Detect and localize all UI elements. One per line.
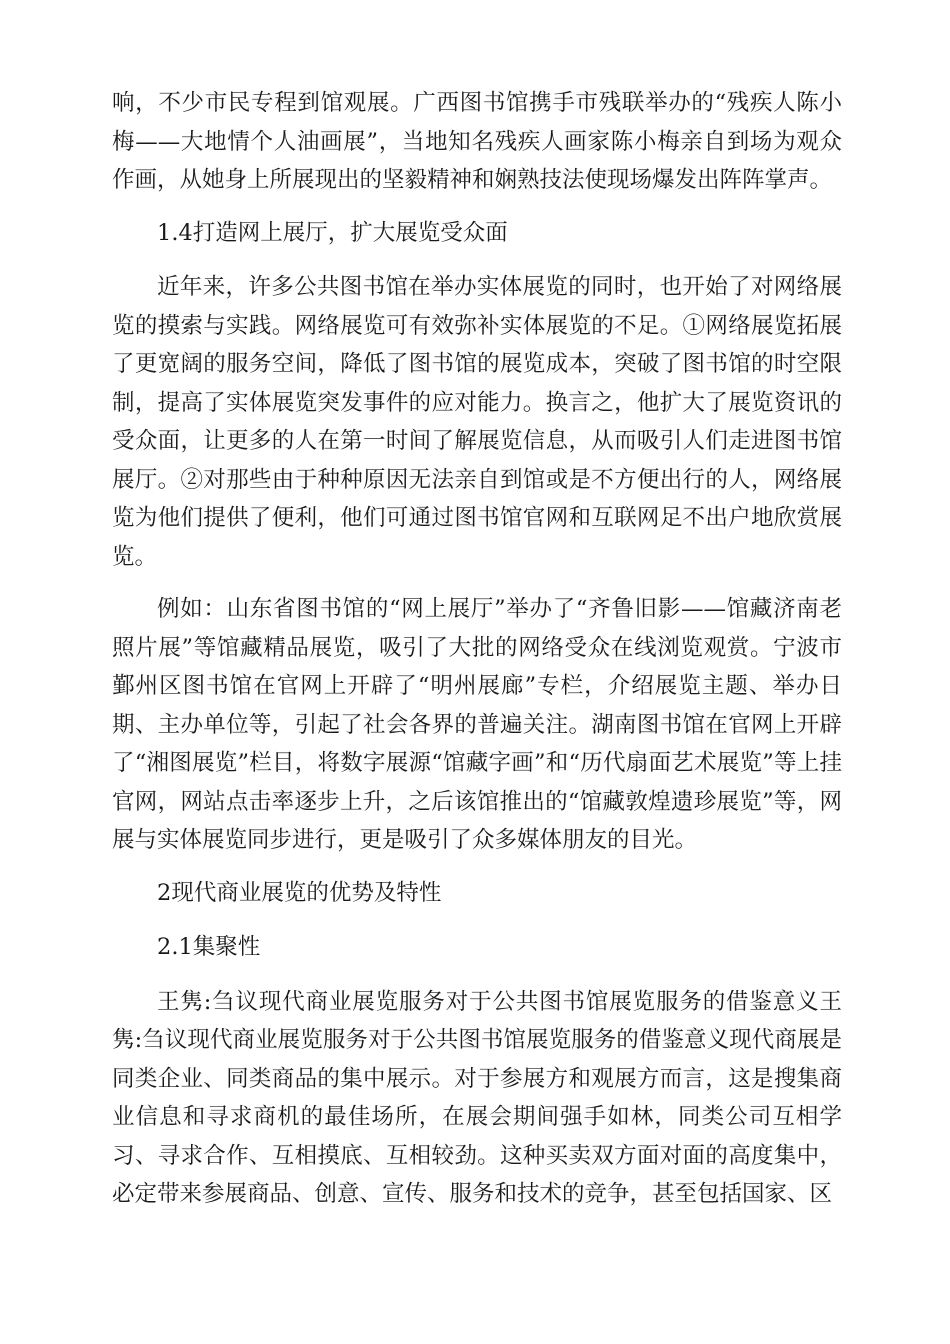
section-heading-2: 2现代商业展览的优势及特性	[157, 879, 442, 906]
paragraph-continued: 响，不少市民专程到馆观展。广西图书馆携手市残联举办的“残疾人陈小梅——大地情个人油画展”，当地知名残疾人画家陈小梅亲自到场为观众作画，从她身上所展现出的坚毅精神和娴熟技法使现场爆发出阵阵掌声。	[112, 90, 842, 193]
paragraph-online-exhibition: 近年来，许多公共图书馆在举办实体展览的同时，也开始了对网络展览的摸索与实践。网络展览可有效弥补实体展览的不足。①网络展览拓展了更宽阔的服务空间，降低了图书馆的展览成本，突破了图书馆的时空限制，提高了实体展览突发事件的应对能力。换言之，他扩大了展览资讯的受众面，让更多的人在第一时间了解展览信息，从而吸引人们走进图书馆展厅。②对那些由于种种原因无法亲自到馆或是不方便出行的人，网络展览为他们提供了便利，他们可通过图书馆官网和互联网足不出户地欣赏展览。	[112, 274, 842, 570]
paragraph-agglomeration: 王隽:刍议现代商业展览服务对于公共图书馆展览服务的借鉴意义王隽:刍议现代商业展览服务对于公共图书馆展览服务的借鉴意义现代商展是同类企业、同类商品的集中展示。对于参展方和观展方而言，这是搜集商业信息和寻求商机的最佳场所，在展会期间强手如林，同类公司互相学习、寻求合作、互相摸底、互相较劲。这种买卖双方面对面的高度集中，必定带来参展商品、创意、宣传、服务和技术的竞争，甚至包括国家、区	[112, 988, 842, 1207]
paragraph-examples: 例如：山东省图书馆的“网上展厅”举办了“齐鲁旧影——馆藏济南老照片展”等馆藏精品展览，吸引了大批的网络受众在线浏览观赏。宁波市鄞州区图书馆在官网上开辟了“明州展廊”专栏，介绍展览主题、举办日期、主办单位等，引起了社会各界的普遍关注。湖南图书馆在官网上开辟了“湘图展览”栏目，将数字展源“馆藏字画”和“历代扇面艺术展览”等上挂官网，网站点击率逐步上升，之后该馆推出的“馆藏敦煌遗珍展览”等，网展与实体展览同步进行，更是吸引了众多媒体朋友的目光。	[112, 596, 842, 853]
document-body	[112, 84, 842, 1228]
section-heading-1-4: 1.4打造网上展厅，扩大展览受众面	[157, 219, 508, 246]
section-heading-2-1: 2.1集聚性	[157, 934, 261, 960]
